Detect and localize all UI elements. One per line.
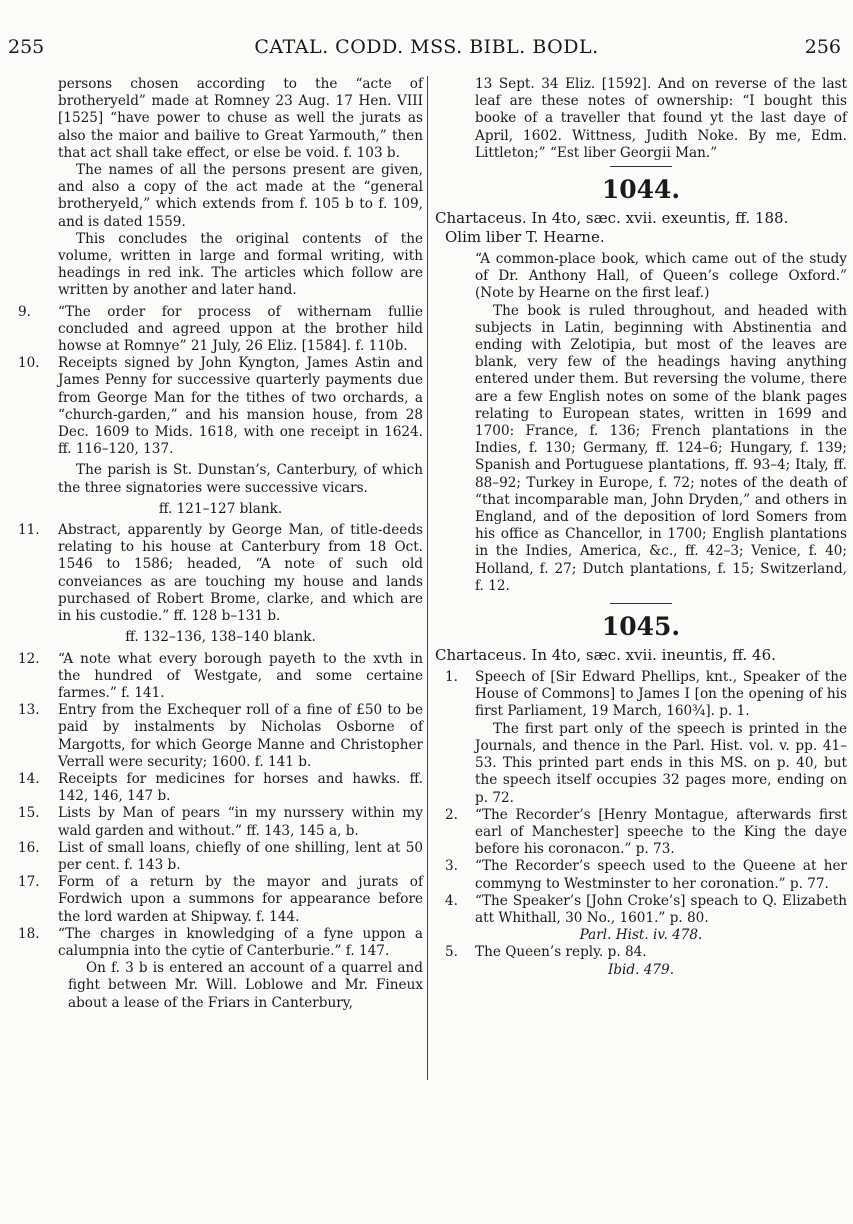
list-item bbox=[435, 807, 847, 859]
section-rule bbox=[610, 603, 672, 604]
running-title: CATAL. CODD. MSS. BIBL. BODL. bbox=[254, 36, 599, 58]
list-item bbox=[435, 944, 847, 961]
paragraph: On f. 3 b is entered an account of a quarrel and fight between Mr. Will. Loblowe and Mr. Fineux about a lease of the Friars in Canterbury, bbox=[68, 960, 423, 1011]
list-item bbox=[18, 771, 423, 805]
page-header bbox=[0, 36, 853, 66]
item-number: 3. bbox=[445, 858, 458, 875]
item-text: “A note what every borough payeth to the xvth in the hundred of Westgate, and some certaine farmes.” f. 141. bbox=[58, 650, 423, 701]
item-text: “The Recorder’s speech used to the Queene at her commyng to Westminster to her coronation.” p. 77. bbox=[475, 858, 847, 892]
section-rule bbox=[610, 166, 672, 167]
item-text: Speech of [Sir Edward Phellips, knt., Speaker of the House of Commons] to James I [on the opening of his first Parliament, 19 March, 160¾]. p. 1. bbox=[475, 669, 847, 720]
item-number: 10. bbox=[18, 355, 40, 372]
item-text: List of small loans, chiefly of one shilling, lent at 50 per cent. f. 143 b. bbox=[58, 839, 423, 873]
reference: Ibid. 479. bbox=[607, 961, 675, 978]
column-divider bbox=[427, 76, 428, 1080]
blank-folios: ff. 121–127 blank. bbox=[158, 500, 283, 517]
page-number-right: 256 bbox=[804, 36, 841, 58]
continued-entry: 13 Sept. 34 Eliz. [1592]. And on reverse of the last leaf are these notes of ownership: “I bought this booke of a traveller that found yt the last daye of April, 1602. Wittness, Judith Noke. By me, Edm. Littleton;” “Est liber Georgii Man.” bbox=[475, 76, 847, 161]
list-item bbox=[18, 355, 423, 458]
section-number: 1044. bbox=[601, 175, 681, 205]
page-number-left: 255 bbox=[8, 36, 45, 58]
item-text: Abstract, apparently by George Man, of title-deeds relating to his house at Canterbury from 18 Oct. 1546 to 1586; headed, “A note of such old conveiances as are touching my house and lands purchased of Robert Brome, clarke, and which are in his custodie.” ff. 128 b–131 b. bbox=[58, 522, 423, 625]
item-number: 11. bbox=[18, 522, 40, 539]
item-number: 1. bbox=[445, 669, 458, 686]
list-item bbox=[18, 840, 423, 874]
list-item bbox=[18, 805, 423, 839]
list-item bbox=[18, 874, 423, 926]
item-text: Receipts signed by John Kyngton, James Astin and James Penny for successive quarterly payments due from George Man for the tithes of two orchards, a “church-garden,” and his mansion house, from 28 Dec. 1609 to Mids. 1618, with one receipt in 1624. ff. 116–120, 137. bbox=[58, 355, 423, 458]
reference: Parl. Hist. iv. 478. bbox=[579, 927, 703, 944]
list-item bbox=[18, 522, 423, 625]
list-item bbox=[435, 858, 847, 892]
manuscript-description: Chartaceus. In 4to, sæc. xvii. ineuntis, ff. 46. bbox=[435, 646, 776, 665]
item-number: 12. bbox=[18, 650, 40, 667]
item-number: 15. bbox=[18, 805, 40, 822]
item-number: 9. bbox=[18, 303, 31, 320]
list-item bbox=[18, 651, 423, 703]
item-text: “The order for process of withernam fullie concluded and agreed uppon at the brother hild howse at Romnye” 21 July, 26 Eliz. [1584]. f. 110b. bbox=[58, 303, 423, 355]
paragraph: The book is ruled throughout, and headed with subjects in Latin, beginning with Abstinentia and ending with Zelotipia, but most of the leaves are blank, very few of the headings having anything entered under them. But reversing the volume, there are a few English notes on some of the blank pages relating to European states, written in 1699 and 1700: France, f. 136; French plantations in the Indies, f. 130; Germany, ff. 124–6; Hungary, f. 139; Spanish and Portuguese plantations, ff. 93–4; Italy, ff. 88–92; Turkey in Europe, f. 72; notes of the death of “that incomparable man, John Dryden,” and others in England, and of the deposition of lord Somers from his office as Chancellor, in 1700; English plantations in the Indies, America, &c., ff. 42–3; Venice, f. 40; Holland, f. 27; Dutch plantations, f. 15; Switzerland, f. 12. bbox=[475, 302, 847, 594]
paragraph: The names of all the persons present are given, and also a copy of the act made at the “general brotheryeld,” which extends from f. 105 b to f. 109, and is dated 1559. bbox=[58, 162, 423, 230]
item-text: Form of a return by the mayor and jurats of Fordwich upon a summons for appearance before the lord warden at Shipway. f. 144. bbox=[58, 874, 423, 925]
item-text: “The charges in knowledging of a fyne uppon a calumpnia into the cytie of Canterburie.” f. 147. bbox=[58, 925, 423, 959]
manuscript-provenance: Olim liber T. Hearne. bbox=[445, 228, 605, 247]
paragraph: The first part only of the speech is printed in the Journals, and thence in the Parl. Hist. vol. v. pp. 41–53. This printed part ends in this MS. on p. 40, but the speech itself occupies 32 pages more, ending on p. 72. bbox=[475, 720, 847, 806]
item-text: “The Recorder’s [Henry Montague, afterwards first earl of Manchester] speeche to the King the daye before his coronacon.” p. 73. bbox=[475, 806, 847, 858]
blank-folios: ff. 132–136, 138–140 blank. bbox=[125, 629, 316, 646]
item-text: Receipts for medicines for horses and hawks. ff. 142, 146, 147 b. bbox=[58, 770, 423, 805]
item-number: 14. bbox=[18, 770, 40, 787]
item-number: 5. bbox=[445, 944, 458, 961]
item-number: 2. bbox=[445, 806, 458, 823]
left-column bbox=[18, 76, 423, 1012]
item-number: 4. bbox=[445, 892, 458, 909]
item-number: 17. bbox=[18, 874, 40, 891]
quotation: “A common-place book, which came out of the study of Dr. Anthony Hall, of Queen’s college Oxford.” (Note by Hearne on the first leaf.) bbox=[475, 251, 847, 302]
paragraph: This concludes the original contents of the volume, written in large and formal writing, with headings in red ink. The articles which follow are written by another and later hand. bbox=[58, 230, 423, 299]
paragraph: The parish is St. Dunstan’s, Canterbury, of which the three signatories were successive vicars. bbox=[58, 462, 423, 496]
section-number: 1045. bbox=[601, 612, 681, 642]
right-column bbox=[435, 76, 847, 979]
list-item bbox=[435, 893, 847, 927]
item-number: 16. bbox=[18, 839, 40, 856]
item-text: Entry from the Exchequer roll of a fine of £50 to be paid by instalments by Nicholas Osborne of Margotts, for which George Manne and Christopher Verrall were security; 1600. f. 141 b. bbox=[58, 702, 423, 770]
list-item bbox=[18, 304, 423, 356]
item-number: 18. bbox=[18, 925, 40, 942]
continued-entry: persons chosen according to the “acte of brotheryeld” made at Romney 23 Aug. 17 Hen. VIII [1525] “have power to chuse as well the jurats as also the maior and bailive to Great Yarmouth,” then that act shall take effect, or else be void. f. 103 b. bbox=[58, 76, 423, 161]
list-item bbox=[18, 702, 423, 771]
manuscript-description: Chartaceus. In 4to, sæc. xvii. exeuntis, ff. 188. bbox=[435, 209, 789, 228]
list-item bbox=[18, 926, 423, 960]
item-text: “The Speaker’s [John Croke’s] speach to Q. Elizabeth att Whithall, 30 No., 1601.” p. 80. bbox=[475, 892, 847, 926]
list-item bbox=[435, 669, 847, 721]
item-text: Lists by Man of pears “in my nurssery within my wald garden and without.” ff. 143, 145 a, b. bbox=[58, 805, 423, 839]
item-text: The Queen’s reply. p. 84. bbox=[475, 944, 647, 961]
item-number: 13. bbox=[18, 702, 40, 719]
